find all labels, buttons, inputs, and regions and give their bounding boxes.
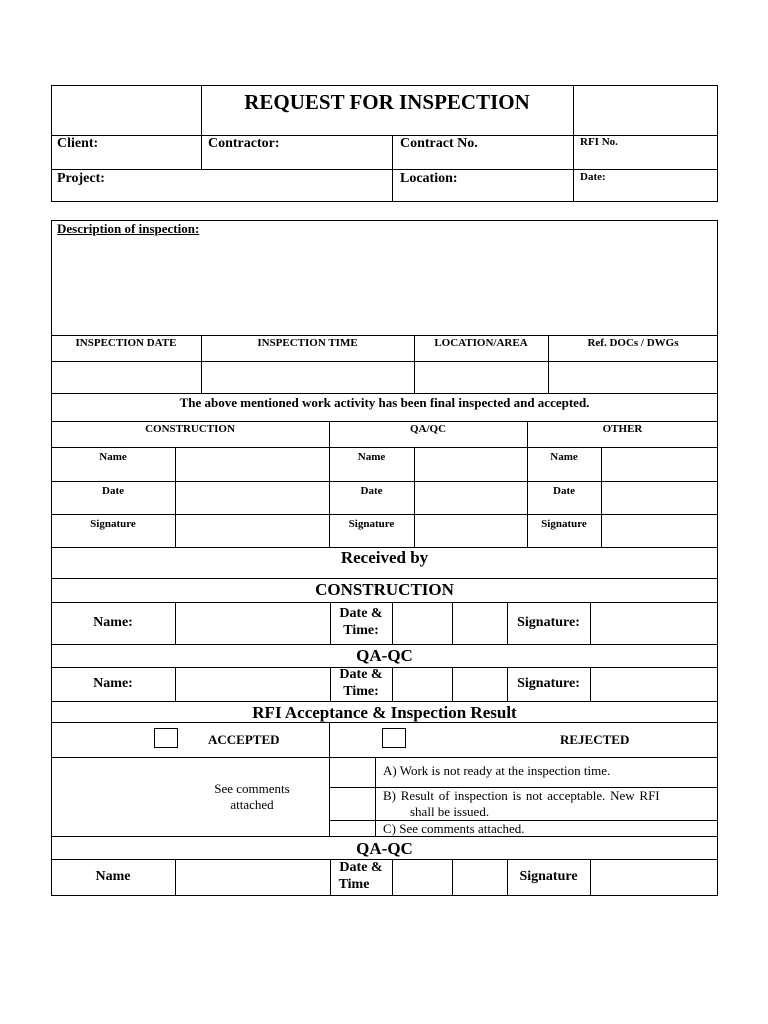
final-qaqc-title: QA-QC xyxy=(356,839,413,858)
page-title: REQUEST FOR INSPECTION xyxy=(244,90,530,114)
received-construction-datetime-l2: Time: xyxy=(343,623,379,638)
group-qaqc: QA/QC xyxy=(409,423,447,435)
qaqc-signature-label: Signature xyxy=(348,518,395,530)
contractor-label: Contractor: xyxy=(208,136,280,151)
group-other: OTHER xyxy=(602,423,643,435)
reason-b-line2: shall be issued. xyxy=(410,804,490,819)
reason-c: C) See comments attached. xyxy=(383,821,525,836)
final-signature-label: Signature xyxy=(519,869,578,884)
location-label: Location: xyxy=(400,171,458,186)
rfi-no-label: RFI No. xyxy=(580,136,618,148)
col-location-area: LOCATION/AREA xyxy=(434,337,528,349)
received-qaqc-title: QA-QC xyxy=(356,646,413,665)
received-construction-signature-label: Signature: xyxy=(517,615,580,630)
see-comments-l1: See comments xyxy=(214,781,290,796)
date-label: Date: xyxy=(580,171,606,183)
other-name-label: Name xyxy=(550,451,578,463)
rejected-checkbox[interactable] xyxy=(382,728,406,748)
project-label: Project: xyxy=(57,171,105,186)
see-comments-l2: attached xyxy=(230,797,274,812)
construction-signature-label: Signature xyxy=(90,518,136,530)
col-ref-docs: Ref. DOCs / DWGs xyxy=(587,337,679,349)
other-date-label: Date xyxy=(553,485,575,497)
received-qaqc-signature-label: Signature: xyxy=(517,676,580,691)
approval-statement: The above mentioned work activity has been final inspected and accepted. xyxy=(179,395,590,410)
qaqc-date-label: Date xyxy=(360,485,383,497)
other-signature-label: Signature xyxy=(541,518,587,530)
col-inspection-date: INSPECTION DATE xyxy=(75,337,177,349)
result-title: RFI Acceptance & Inspection Result xyxy=(252,703,517,722)
final-datetime-l2: Time xyxy=(338,877,370,892)
col-inspection-time: INSPECTION TIME xyxy=(257,337,358,349)
reason-a: A) Work is not ready at the inspection time. xyxy=(383,763,611,778)
received-by-title: Received by xyxy=(340,548,429,567)
description-label: Description of inspection: xyxy=(57,221,200,236)
received-qaqc-datetime-l1: Date & xyxy=(339,667,383,682)
construction-date-label: Date xyxy=(102,485,124,497)
client-label: Client: xyxy=(57,136,99,151)
received-construction-name-label: Name: xyxy=(93,615,133,630)
contract-no-label: Contract No. xyxy=(400,136,478,151)
reason-b-line1: B) Result of inspection is not acceptable. New RFI xyxy=(383,788,660,803)
construction-name-label: Name xyxy=(99,451,127,463)
accepted-checkbox[interactable] xyxy=(154,728,178,748)
final-datetime-l1: Date & xyxy=(339,860,383,875)
received-qaqc-name-label: Name: xyxy=(93,676,133,691)
received-construction-datetime-l1: Date & xyxy=(339,606,383,621)
received-qaqc-datetime-l2: Time: xyxy=(343,684,379,699)
rejected-label: REJECTED xyxy=(560,732,630,747)
qaqc-name-label: Name xyxy=(357,451,386,463)
final-name-label: Name xyxy=(95,869,131,884)
group-construction: CONSTRUCTION xyxy=(145,423,235,435)
accepted-label: ACCEPTED xyxy=(208,732,280,747)
received-construction-title: CONSTRUCTION xyxy=(315,580,454,599)
